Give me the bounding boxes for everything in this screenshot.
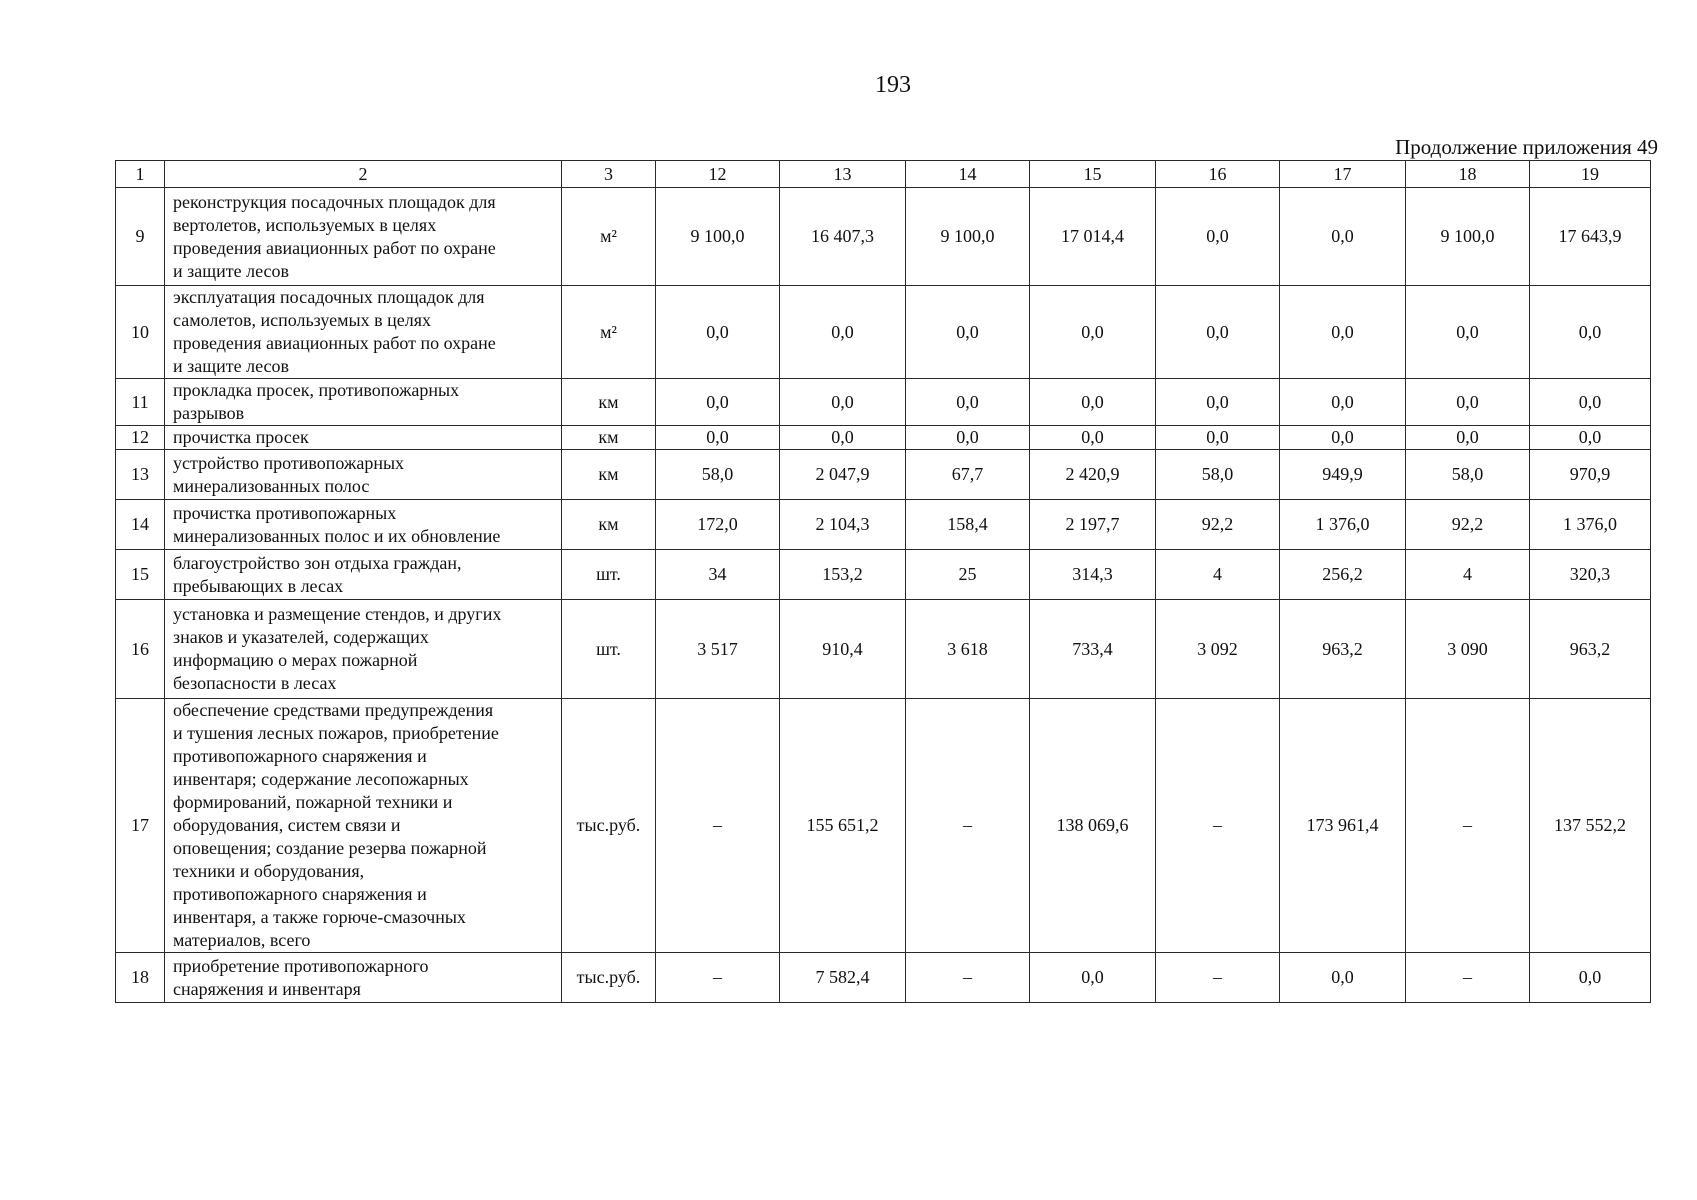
- value-cell: 0,0: [780, 379, 906, 426]
- value-cell: 158,4: [906, 500, 1030, 550]
- value-cell: 970,9: [1530, 450, 1651, 500]
- column-header-cell: 18: [1406, 161, 1530, 188]
- unit-cell: тыс.руб.: [562, 699, 656, 953]
- value-cell: 2 104,3: [780, 500, 906, 550]
- value-cell: 92,2: [1156, 500, 1280, 550]
- value-cell: 173 961,4: [1280, 699, 1406, 953]
- unit-cell: шт.: [562, 600, 656, 699]
- description-cell: [165, 450, 562, 500]
- column-header-cell: 15: [1030, 161, 1156, 188]
- table-row: [116, 500, 1651, 550]
- value-cell: 949,9: [1280, 450, 1406, 500]
- description-line: противопожарного снаряжения и: [173, 746, 427, 766]
- table-row: [116, 426, 1651, 450]
- data-table: [115, 160, 1651, 1003]
- description-line: реконструкция посадочных площадок для: [173, 191, 496, 212]
- value-cell: 0,0: [1406, 286, 1530, 379]
- description-cell: [165, 188, 562, 286]
- description-line: установка и размещение стендов, и других: [173, 604, 502, 624]
- value-cell: –: [906, 699, 1030, 953]
- description-line: пребывающих в лесах: [173, 575, 344, 596]
- value-cell: 320,3: [1530, 550, 1651, 600]
- header-row: [116, 161, 1651, 188]
- value-cell: 0,0: [656, 426, 780, 450]
- table-body: [116, 161, 1651, 1003]
- value-cell: –: [906, 953, 1030, 1003]
- row-number-cell: 18: [116, 953, 165, 1003]
- value-cell: 0,0: [1406, 379, 1530, 426]
- description-line: безопасности в лесах: [173, 673, 337, 693]
- row-number-cell: 9: [116, 188, 165, 286]
- description-line: инвентаря; содержание лесопожарных: [173, 769, 469, 789]
- value-cell: 3 090: [1406, 600, 1530, 699]
- value-cell: 16 407,3: [780, 188, 906, 286]
- value-cell: 0,0: [1280, 953, 1406, 1003]
- unit-cell: тыс.руб.: [562, 953, 656, 1003]
- value-cell: 0,0: [1530, 379, 1651, 426]
- description-cell: [165, 600, 562, 699]
- value-cell: 1 376,0: [1280, 500, 1406, 550]
- value-cell: –: [1156, 699, 1280, 953]
- row-number-cell: 13: [116, 450, 165, 500]
- value-cell: 0,0: [1156, 379, 1280, 426]
- description-line: инвентаря, а также горюче-смазочных: [173, 907, 466, 927]
- appendix-caption: Продолжение приложения 49: [1395, 135, 1658, 159]
- description-cell: [165, 699, 562, 953]
- value-cell: 3 517: [656, 600, 780, 699]
- value-cell: 0,0: [1406, 426, 1530, 450]
- column-header-cell: 16: [1156, 161, 1280, 188]
- description-line: благоустройство зон отдыха граждан,: [173, 552, 462, 573]
- value-cell: 0,0: [656, 379, 780, 426]
- description-cell: [165, 286, 562, 379]
- value-cell: 2 197,7: [1030, 500, 1156, 550]
- column-header-cell: 2: [165, 161, 562, 188]
- column-header-cell: 13: [780, 161, 906, 188]
- description-cell: [165, 953, 562, 1003]
- unit-cell: м²: [562, 286, 656, 379]
- description-line: проведения авиационных работ по охране: [173, 333, 496, 353]
- value-cell: 0,0: [1156, 426, 1280, 450]
- description-line: эксплуатация посадочных площадок для: [173, 287, 485, 307]
- value-cell: –: [1406, 953, 1530, 1003]
- description-line: материалов, всего: [173, 930, 311, 950]
- description-line: оборудования, систем связи и: [173, 815, 401, 835]
- table-row: [116, 379, 1651, 426]
- table-row: [116, 286, 1651, 379]
- description-line: проведения авиационных работ по охране: [173, 237, 496, 258]
- table-row: [116, 188, 1651, 286]
- value-cell: 9 100,0: [656, 188, 780, 286]
- table-row: [116, 450, 1651, 500]
- value-cell: –: [656, 699, 780, 953]
- value-cell: 92,2: [1406, 500, 1530, 550]
- value-cell: 4: [1156, 550, 1280, 600]
- column-header-cell: 3: [562, 161, 656, 188]
- value-cell: 2 420,9: [1030, 450, 1156, 500]
- value-cell: 910,4: [780, 600, 906, 699]
- value-cell: 256,2: [1280, 550, 1406, 600]
- description-cell: [165, 550, 562, 600]
- unit-cell: км: [562, 379, 656, 426]
- value-cell: –: [1406, 699, 1530, 953]
- row-number-cell: 11: [116, 379, 165, 426]
- value-cell: 138 069,6: [1030, 699, 1156, 953]
- value-cell: 3 618: [906, 600, 1030, 699]
- description-line: минерализованных полос: [173, 475, 370, 496]
- column-header-cell: 12: [656, 161, 780, 188]
- value-cell: 0,0: [1030, 426, 1156, 450]
- description-cell: [165, 379, 562, 426]
- row-number-cell: 14: [116, 500, 165, 550]
- value-cell: 0,0: [780, 426, 906, 450]
- description-line: вертолетов, используемых в целях: [173, 214, 437, 235]
- table-row: [116, 699, 1651, 953]
- value-cell: 25: [906, 550, 1030, 600]
- value-cell: 733,4: [1030, 600, 1156, 699]
- value-cell: 172,0: [656, 500, 780, 550]
- value-cell: 155 651,2: [780, 699, 906, 953]
- value-cell: 0,0: [1030, 379, 1156, 426]
- value-cell: 0,0: [1030, 286, 1156, 379]
- description-line: информацию о мерах пожарной: [173, 650, 418, 670]
- value-cell: 0,0: [1156, 286, 1280, 379]
- description-line: прокладка просек, противопожарных: [173, 380, 460, 400]
- description-line: оповещения; создание резерва пожарной: [173, 838, 487, 858]
- value-cell: 58,0: [656, 450, 780, 500]
- value-cell: 0,0: [906, 286, 1030, 379]
- description-line: прочистка противопожарных: [173, 502, 397, 523]
- description-line: и защите лесов: [173, 356, 289, 376]
- column-header-cell: 19: [1530, 161, 1651, 188]
- description-line: знаков и указателей, содержащих: [173, 627, 429, 647]
- value-cell: 963,2: [1280, 600, 1406, 699]
- table-row: [116, 550, 1651, 600]
- value-cell: 4: [1406, 550, 1530, 600]
- value-cell: 0,0: [1280, 426, 1406, 450]
- value-cell: –: [1156, 953, 1280, 1003]
- value-cell: 7 582,4: [780, 953, 906, 1003]
- value-cell: 0,0: [656, 286, 780, 379]
- column-header-cell: 17: [1280, 161, 1406, 188]
- description-line: обеспечение средствами предупреждения: [173, 700, 494, 720]
- value-cell: 0,0: [780, 286, 906, 379]
- value-cell: 17 014,4: [1030, 188, 1156, 286]
- value-cell: 0,0: [1156, 188, 1280, 286]
- unit-cell: км: [562, 426, 656, 450]
- value-cell: 9 100,0: [1406, 188, 1530, 286]
- row-number-cell: 12: [116, 426, 165, 450]
- value-cell: 0,0: [1280, 188, 1406, 286]
- description-line: и тушения лесных пожаров, приобретение: [173, 723, 499, 743]
- value-cell: 1 376,0: [1530, 500, 1651, 550]
- unit-cell: км: [562, 500, 656, 550]
- description-line: техники и оборудования,: [173, 861, 365, 881]
- value-cell: 314,3: [1030, 550, 1156, 600]
- column-header-cell: 1: [116, 161, 165, 188]
- description-line: формирований, пожарной техники и: [173, 792, 453, 812]
- row-number-cell: 17: [116, 699, 165, 953]
- value-cell: 9 100,0: [906, 188, 1030, 286]
- value-cell: 963,2: [1530, 600, 1651, 699]
- description-line: противопожарного снаряжения и: [173, 884, 427, 904]
- description-line: устройство противопожарных: [173, 452, 405, 473]
- value-cell: 58,0: [1406, 450, 1530, 500]
- description-line: и защите лесов: [173, 260, 289, 281]
- description-cell: [165, 426, 562, 450]
- description-line: снаряжения и инвентаря: [173, 978, 361, 999]
- value-cell: 153,2: [780, 550, 906, 600]
- value-cell: 2 047,9: [780, 450, 906, 500]
- value-cell: 3 092: [1156, 600, 1280, 699]
- value-cell: –: [656, 953, 780, 1003]
- description-line: приобретение противопожарного: [173, 955, 429, 976]
- value-cell: 58,0: [1156, 450, 1280, 500]
- value-cell: 0,0: [906, 379, 1030, 426]
- value-cell: 0,0: [1530, 286, 1651, 379]
- unit-cell: м²: [562, 188, 656, 286]
- unit-cell: км: [562, 450, 656, 500]
- value-cell: 0,0: [1280, 286, 1406, 379]
- description-line: самолетов, используемых в целях: [173, 310, 432, 330]
- value-cell: 0,0: [906, 426, 1030, 450]
- description-line: разрывов: [173, 403, 245, 423]
- value-cell: 137 552,2: [1530, 699, 1651, 953]
- value-cell: 17 643,9: [1530, 188, 1651, 286]
- unit-cell: шт.: [562, 550, 656, 600]
- row-number-cell: 10: [116, 286, 165, 379]
- value-cell: 0,0: [1030, 953, 1156, 1003]
- page-number: 193: [875, 72, 911, 98]
- table-row: [116, 600, 1651, 699]
- column-header-cell: 14: [906, 161, 1030, 188]
- value-cell: 34: [656, 550, 780, 600]
- row-number-cell: 16: [116, 600, 165, 699]
- description-line: минерализованных полос и их обновление: [173, 525, 501, 546]
- value-cell: 0,0: [1530, 953, 1651, 1003]
- description-cell: [165, 500, 562, 550]
- row-number-cell: 15: [116, 550, 165, 600]
- value-cell: 0,0: [1530, 426, 1651, 450]
- description-line: прочистка просек: [173, 427, 309, 447]
- table-row: [116, 953, 1651, 1003]
- value-cell: 67,7: [906, 450, 1030, 500]
- value-cell: 0,0: [1280, 379, 1406, 426]
